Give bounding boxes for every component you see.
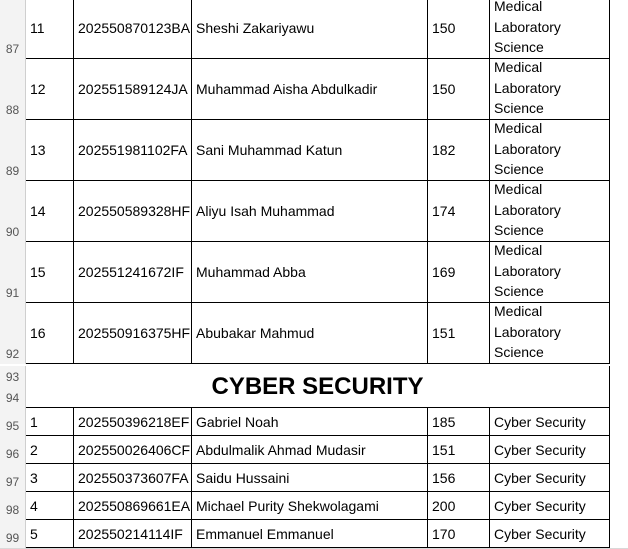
row-header[interactable] [0, 303, 26, 364]
row-number: 99 [5, 531, 20, 545]
course-cell[interactable]: Medical Laboratory Science [490, 57, 610, 120]
sn-cell[interactable]: 15 [26, 242, 74, 303]
name-cell[interactable]: Muhammad Abba [192, 242, 428, 303]
course-cell[interactable]: Cyber Security [490, 492, 610, 520]
reg-number-cell[interactable]: 202550589328HF [74, 181, 192, 242]
row-number: 97 [5, 475, 20, 489]
name-cell[interactable]: Abdulmalik Ahmad Mudasir [192, 436, 428, 464]
row-number: 92 [5, 347, 20, 361]
score-cell[interactable]: 170 [428, 520, 490, 548]
sn-cell[interactable]: 4 [26, 492, 74, 520]
row-header[interactable] [0, 520, 26, 548]
course-cell[interactable]: Cyber Security [490, 464, 610, 492]
sn-cell[interactable]: 2 [26, 436, 74, 464]
name-cell[interactable]: Gabriel Noah [192, 408, 428, 436]
row-header[interactable] [0, 464, 26, 492]
row-number: 87 [5, 42, 20, 56]
reg-number-cell[interactable]: 202550026406CF [74, 436, 192, 464]
name-cell[interactable]: Sheshi Zakariyawu [192, 0, 428, 59]
sn-cell[interactable]: 5 [26, 520, 74, 548]
reg-number-cell[interactable]: 202550396218EF [74, 408, 192, 436]
reg-number-cell[interactable]: 202550869661EA [74, 492, 192, 520]
sn-cell[interactable]: 11 [26, 0, 74, 59]
row-header[interactable] [0, 120, 26, 181]
reg-number-cell[interactable]: 202550916375HF [74, 303, 192, 364]
row-number: 98 [5, 503, 20, 517]
course-cell[interactable]: Medical Laboratory Science [490, 179, 610, 242]
course-cell[interactable]: Medical Laboratory Science [490, 301, 610, 364]
row-number: 93 [5, 369, 20, 384]
reg-number-cell[interactable]: 202550373607FA [74, 464, 192, 492]
name-cell[interactable]: Emmanuel Emmanuel [192, 520, 428, 548]
reg-number-cell[interactable]: 202550870123BA [74, 0, 192, 59]
course-cell[interactable]: Cyber Security [490, 436, 610, 464]
name-cell[interactable]: Saidu Hussaini [192, 464, 428, 492]
name-cell[interactable]: Abubakar Mahmud [192, 303, 428, 364]
course-cell[interactable]: Medical Laboratory Science [490, 118, 610, 181]
score-cell[interactable]: 150 [428, 59, 490, 120]
row-header[interactable] [0, 492, 26, 520]
row-number: 95 [5, 419, 20, 433]
score-cell[interactable]: 151 [428, 436, 490, 464]
name-cell[interactable]: Muhammad Aisha Abdulkadir [192, 59, 428, 120]
row-number: 96 [5, 447, 20, 461]
name-cell[interactable]: Michael Purity Shekwolagami [192, 492, 428, 520]
sn-cell[interactable]: 14 [26, 181, 74, 242]
score-cell[interactable]: 174 [428, 181, 490, 242]
row-header[interactable] [0, 0, 26, 59]
name-cell[interactable]: Aliyu Isah Muhammad [192, 181, 428, 242]
reg-number-cell[interactable]: 202550214114IF [74, 520, 192, 548]
row-header[interactable] [0, 408, 26, 436]
row-header[interactable] [0, 436, 26, 464]
score-cell[interactable]: 200 [428, 492, 490, 520]
score-cell[interactable]: 169 [428, 242, 490, 303]
section-title-merged-cell[interactable]: CYBER SECURITY [26, 366, 610, 408]
row-header[interactable] [0, 242, 26, 303]
reg-number-cell[interactable]: 202551981102FA [74, 120, 192, 181]
row-header[interactable] [0, 387, 26, 408]
score-cell[interactable]: 151 [428, 303, 490, 364]
course-cell[interactable]: Medical Laboratory Science [490, 0, 610, 59]
course-cell[interactable]: Medical Laboratory Science [490, 240, 610, 303]
row-number: 90 [5, 225, 20, 239]
reg-number-cell[interactable]: 202551589124JA [74, 59, 192, 120]
row-header[interactable] [0, 366, 26, 387]
sn-cell[interactable]: 16 [26, 303, 74, 364]
row-number: 94 [5, 390, 20, 405]
sn-cell[interactable]: 1 [26, 408, 74, 436]
sn-cell[interactable]: 13 [26, 120, 74, 181]
course-cell[interactable]: Cyber Security [490, 520, 610, 548]
score-cell[interactable]: 185 [428, 408, 490, 436]
reg-number-cell[interactable]: 202551241672IF [74, 242, 192, 303]
score-cell[interactable]: 182 [428, 120, 490, 181]
row-header[interactable] [0, 59, 26, 120]
sn-cell[interactable]: 12 [26, 59, 74, 120]
row-number: 88 [5, 103, 20, 117]
score-cell[interactable]: 150 [428, 0, 490, 59]
score-cell[interactable]: 156 [428, 464, 490, 492]
row-number: 89 [5, 164, 20, 178]
row-header[interactable] [0, 181, 26, 242]
row-number: 91 [5, 286, 20, 300]
name-cell[interactable]: Sani Muhammad Katun [192, 120, 428, 181]
sn-cell[interactable]: 3 [26, 464, 74, 492]
course-cell[interactable]: Cyber Security [490, 408, 610, 436]
